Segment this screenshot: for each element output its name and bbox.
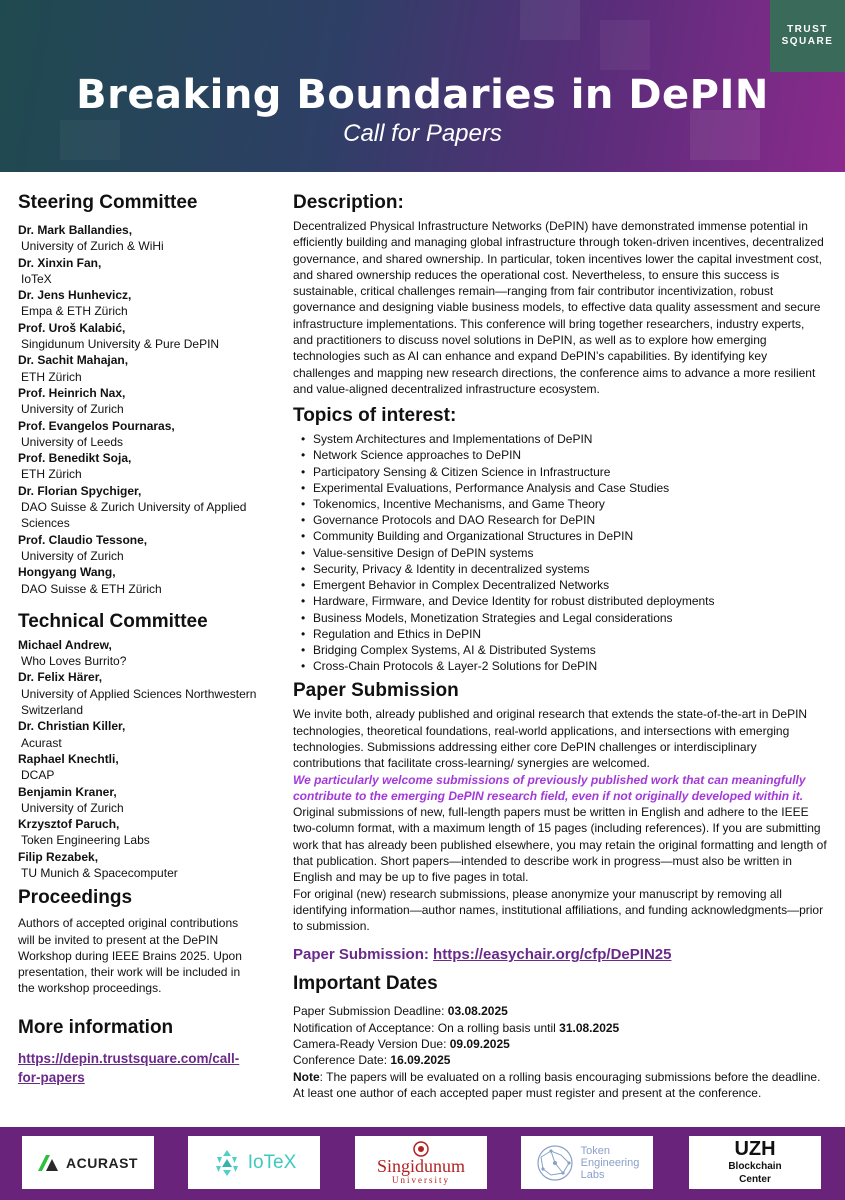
member-name: Prof. Benedikt Soja, <box>18 451 132 466</box>
member-name: Dr. Xinxin Fan, <box>18 255 102 270</box>
member-name: Prof. Claudio Tessone, <box>18 532 148 547</box>
member-affiliation: DCAP <box>21 768 55 783</box>
topic-item: • Security, Privacy & Identity in decentralized systems <box>301 561 827 577</box>
dates-note <box>293 1069 827 1102</box>
member-affiliation: University of Zurich <box>21 548 124 563</box>
member-affiliation: ETH Zürich <box>21 369 82 384</box>
description-text: Decentralized Physical Infrastructure Networks (DePIN) have demonstrated immense potential in efficiently building and managing global infrastructure through token-driven incentives, decentralized governance, and shared ownership. In particular, token incentives lower the capital investment cost, and shared ownership reduces the operational cost. Nevertheless, to ensure this success is sustainable, critical challenges remain—ranging from fair contributor incentivization, robust governance and designing viable business models, to effective data quality assessment and secure infrastructure implementations. This conference will bring together researchers, industry experts, and practitioners to discuss novel solutions in DePIN, as well as to explore how emerging technologies such as AI can enhance and expand DePIN’s capabilities. By identifying key challenges and mapping new research directions, the conference aims to advance a more resilient and value-aligned decentralized infrastructure ecosystem. <box>293 219 824 396</box>
date-value: 03.08.2025 <box>447 1004 508 1019</box>
submission-link-line <box>293 946 827 963</box>
submission-anonymize: For original (new) research submissions, please anonymize your manuscript by removing all identifying information—author names, institutional affiliations, and funding acknowledgments—prior to submission. <box>293 886 824 934</box>
uzh-line: Blockchain <box>728 1161 782 1172</box>
member-name: Dr. Florian Spychiger, <box>18 483 142 498</box>
topic-item: • Emergent Behavior in Complex Decentralized Networks <box>301 577 827 593</box>
member-affiliation: Empa & ETH Zürich <box>21 304 128 319</box>
topic-item: • Value-sensitive Design of DePIN systems <box>301 545 827 561</box>
trust-square-logo <box>770 0 845 72</box>
member-affiliation: University of Zurich <box>21 402 124 417</box>
member-affiliation: ETH Zürich <box>21 467 82 482</box>
steering-committee-title: Steering Committee <box>18 192 198 213</box>
date-row <box>293 1036 827 1052</box>
topic-item: • Business Models, Monetization Strategies and Legal considerations <box>301 610 827 626</box>
committee-member <box>18 352 258 385</box>
topic-item: • Participatory Sensing & Citizen Science in Infrastructure <box>301 464 827 480</box>
description-title: Description: <box>293 192 404 213</box>
member-name: Dr. Sachit Mahajan, <box>18 353 129 368</box>
right-column <box>293 192 827 1101</box>
member-affiliation: University of Zurich & WiHi <box>21 239 164 254</box>
topics-list <box>293 431 827 674</box>
member-name: Benjamin Kraner, <box>18 784 117 799</box>
member-affiliation: DAO Suisse & ETH Zürich <box>21 581 162 596</box>
member-name: Raphael Knechtli, <box>18 751 119 766</box>
singidunum-university: University <box>392 1174 450 1185</box>
date-row <box>293 1020 827 1036</box>
member-name: Prof. Heinrich Nax, <box>18 385 126 400</box>
committee-member <box>18 849 258 882</box>
submission-format: Original submissions of new, full-length papers must be written in English and adhere to the IEEE two-column format, with a maximum length of 15 pages (including references). If you are submitting work that has already been published elsewhere, you may retain the original formatting and length of that publication. Short papers—intended to describe work in progress—must also be written in English and may be up to five pages in total. <box>293 805 827 885</box>
member-affiliation: Acurast <box>21 735 62 750</box>
committee-member <box>18 222 258 255</box>
member-affiliation: IoTeX <box>21 271 52 286</box>
member-affiliation: Token Engineering Labs <box>21 833 150 848</box>
acurast-name: ACURAST <box>66 1154 138 1171</box>
token-engineering-labs-logo <box>521 1136 653 1189</box>
member-affiliation: TU Munich & Spacecomputer <box>21 865 178 880</box>
technical-committee-list <box>18 637 258 881</box>
sponsor-footer <box>0 1127 845 1200</box>
topics-title: Topics of interest: <box>293 405 457 427</box>
committee-member <box>18 718 258 751</box>
proceedings-text: Authors of accepted original contributions will be invited to present at the DePIN Workshop during IEEE Brains 2025. Upon presentation, their work will be included in the workshop proceedings. <box>18 916 242 996</box>
submission-intro: We invite both, already published and original research that extends the state-of-the-art in DePIN technologies, theoretical foundations, real-world applications, and intersections with emerging technologies. Submissions addressing either core DePIN challenges or interdisciplinary contributions that facilitate cross-learning/ synergies are welcomed. <box>293 707 808 771</box>
member-affiliation: University of Zurich <box>21 800 124 815</box>
member-name: Filip Rezabek, <box>18 849 99 864</box>
important-dates-list <box>293 1003 827 1068</box>
submission-highlight: We particularly welcome submissions of previously published work that can meaningfully contribute to the emerging DePIN research field, even if not originally developed within it. <box>293 772 806 803</box>
topic-item: • Community Building and Organizational Structures in DePIN <box>301 528 827 544</box>
member-affiliation: Singidunum University & Pure DePIN <box>21 337 220 352</box>
important-dates-title: Important Dates <box>293 973 438 995</box>
network-globe-icon <box>535 1143 575 1183</box>
iotex-name: IoTeX <box>247 1151 297 1173</box>
member-affiliation: University of Applied Sciences Northwestern Switzerland <box>21 686 257 718</box>
topic-item: • Governance Protocols and DAO Research for DePIN <box>301 512 827 528</box>
page-subtitle: Call for Papers <box>343 120 502 147</box>
note-text: : The papers will be evaluated on a rolling basis encouraging submissions before the deadline. At least one author of each accepted paper must register and present at the conference. <box>293 1069 821 1100</box>
topic-item: • Tokenomics, Incentive Mechanisms, and Game Theory <box>301 496 827 512</box>
tel-name <box>581 1145 640 1181</box>
uzh-blockchain-center-logo <box>689 1136 821 1189</box>
committee-member <box>18 450 258 483</box>
singidunum-crest-icon <box>413 1141 429 1157</box>
committee-member <box>18 532 258 565</box>
date-label: Conference Date: <box>293 1053 391 1068</box>
iotex-icon <box>212 1149 242 1177</box>
member-affiliation: University of Leeds <box>21 434 124 449</box>
left-column <box>18 192 258 1087</box>
tel-line: Token <box>580 1144 610 1157</box>
decor-tile <box>600 20 650 70</box>
topic-item: • Network Science approaches to DePIN <box>301 447 827 463</box>
member-name: Prof. Uroš Kalabić, <box>18 320 126 335</box>
committee-member <box>18 483 258 532</box>
iotex-logo <box>188 1136 320 1189</box>
singidunum-name: Singidunum <box>376 1155 465 1176</box>
committee-member <box>18 816 258 849</box>
date-row <box>293 1003 827 1019</box>
submission-link[interactable]: https://easychair.org/cfp/DePIN25 <box>433 946 672 964</box>
date-value: 16.09.2025 <box>390 1053 451 1068</box>
committee-member <box>18 751 258 784</box>
tel-line: Engineering <box>580 1156 640 1169</box>
member-name: Dr. Felix Härer, <box>18 670 103 685</box>
steering-committee-list <box>18 222 258 597</box>
uzh-line: Center <box>739 1174 771 1185</box>
member-name: Hongyang Wang, <box>18 565 116 580</box>
date-label: Camera-Ready Version Due: <box>293 1037 450 1052</box>
committee-member <box>18 669 258 718</box>
topic-item: • Cross-Chain Protocols & Layer-2 Solutions for DePIN <box>301 658 827 674</box>
acurast-icon <box>38 1155 60 1171</box>
committee-member <box>18 564 258 597</box>
topic-item: • Experimental Evaluations, Performance Analysis and Case Studies <box>301 480 827 496</box>
committee-member <box>18 385 258 418</box>
uzh-name: UZH <box>734 1138 776 1160</box>
date-value: 09.09.2025 <box>449 1037 510 1052</box>
header-banner <box>0 0 845 172</box>
date-value: 31.08.2025 <box>559 1020 620 1035</box>
singidunum-logo <box>355 1136 487 1189</box>
page-title: Breaking Boundaries in DePIN <box>76 72 769 118</box>
member-name: Krzysztof Paruch, <box>18 817 120 832</box>
member-name: Prof. Evangelos Pournaras, <box>18 418 175 433</box>
technical-committee-title: Technical Committee <box>18 610 208 632</box>
date-row <box>293 1052 827 1068</box>
topic-item: • System Architectures and Implementations of DePIN <box>301 431 827 447</box>
committee-member <box>18 287 258 320</box>
paper-submission-title: Paper Submission <box>293 680 459 702</box>
logo-line: TRUST <box>787 24 828 35</box>
date-label: Paper Submission Deadline: <box>293 1004 448 1019</box>
member-affiliation: DAO Suisse & Zurich University of Applied Sciences <box>21 500 247 531</box>
member-name: Michael Andrew, <box>18 637 112 652</box>
logo-line: SQUARE <box>781 36 834 47</box>
committee-member <box>18 784 258 817</box>
committee-member <box>18 418 258 451</box>
committee-member <box>18 637 258 670</box>
tel-line: Labs <box>580 1168 605 1181</box>
more-info-link[interactable]: https://depin.trustsquare.com/call-for-papers <box>18 1050 240 1085</box>
decor-tile <box>520 0 580 40</box>
acurast-logo <box>22 1136 154 1189</box>
topic-item: • Regulation and Ethics in DePIN <box>301 626 827 642</box>
note-label: Note <box>293 1069 320 1084</box>
submission-link-label: Paper Submission: <box>293 946 429 964</box>
committee-member <box>18 255 258 288</box>
member-name: Dr. Jens Hunhevicz, <box>18 288 132 303</box>
committee-member <box>18 320 258 353</box>
proceedings-title: Proceedings <box>18 887 133 909</box>
member-affiliation: Who Loves Burrito? <box>21 654 127 669</box>
more-info-title: More information <box>18 1016 174 1038</box>
member-name: Dr. Mark Ballandies, <box>18 223 133 237</box>
member-name: Dr. Christian Killer, <box>18 719 126 734</box>
topic-item: • Bridging Complex Systems, AI & Distributed Systems <box>301 642 827 658</box>
topic-item: • Hardware, Firmware, and Device Identity for robust distributed deployments <box>301 593 827 609</box>
date-label: Notification of Acceptance: On a rolling basis until <box>293 1020 560 1035</box>
